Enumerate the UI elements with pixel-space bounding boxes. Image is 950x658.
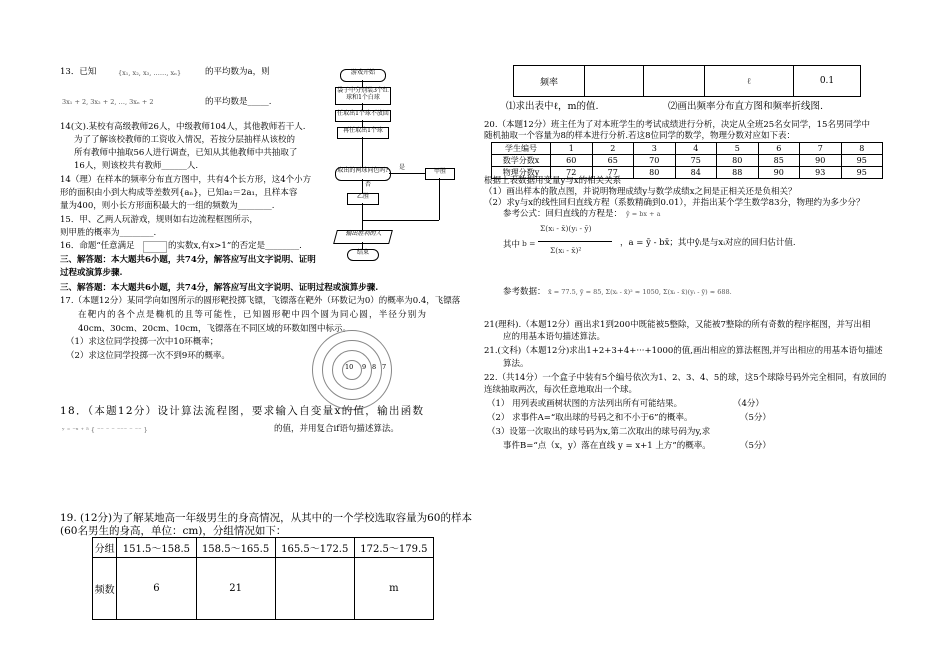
q20-phys-cell: 84 bbox=[675, 167, 717, 179]
q20-phys-cell: 72 bbox=[551, 167, 593, 179]
q20-header-cell: 3 bbox=[634, 143, 676, 155]
q17-sub-2: （2）求这位同学投掷一次不到9环的概率。 bbox=[66, 351, 230, 361]
q14-wen-2: 为了了解该校教师的工资收入情况，若按分层抽样从该校的 bbox=[74, 135, 296, 145]
q17-line-3: 40cm、30cm、20cm、10cm，飞镖落在不同区域的环数如图中标示。 bbox=[78, 324, 352, 334]
q19-line-2: (60名男生的身高，单位：cm)，分组情况如下： bbox=[60, 525, 287, 537]
flowchart-start: 游戏开始 bbox=[340, 69, 386, 82]
flowchart-connector bbox=[362, 203, 363, 230]
q19-sub-2: ⑵画出频率分布直方图和频率折线图. bbox=[668, 101, 824, 112]
flowchart-connector bbox=[439, 178, 440, 220]
flowchart-connector bbox=[362, 179, 363, 193]
section3-heading-a: 三、解答题：本大题共6小题，共74分，解答应写出文字说明、证明 bbox=[60, 255, 316, 265]
q20-header-cell: 5 bbox=[717, 143, 759, 155]
q19-row-cell: 频数 bbox=[93, 558, 117, 620]
game-flowchart bbox=[325, 67, 475, 267]
q15-text-b: 则甲胜的概率为________. bbox=[60, 228, 157, 238]
q19-row-cell bbox=[275, 558, 354, 620]
q20-phys-cell: 95 bbox=[841, 167, 883, 179]
q20-phys-cell: 93 bbox=[800, 167, 842, 179]
q20-regression-equation: ŷ = bx + a bbox=[626, 210, 661, 218]
flowchart-yes-label: 是 bbox=[399, 164, 406, 171]
flowchart-connector bbox=[362, 120, 363, 127]
ring-label-8: 8 bbox=[372, 363, 377, 371]
q20-phys-cell: 物理分数y bbox=[492, 167, 551, 179]
q21-li-2: 应的用基本语句描述算法。 bbox=[503, 332, 606, 342]
q19-frequency-row-table bbox=[513, 65, 861, 97]
q20-header-cell: 1 bbox=[551, 143, 593, 155]
frequency-cell bbox=[585, 66, 644, 97]
q22-sub-3-score: （5分） bbox=[740, 441, 771, 451]
q20-math-cell: 75 bbox=[675, 155, 717, 167]
ring-label-7: 7 bbox=[382, 363, 387, 371]
q16-condition-image bbox=[143, 241, 167, 253]
q20-phys-cell: 90 bbox=[758, 167, 800, 179]
q14-li-2: 形的面积由小到大构成等差数列{aₙ}，已知a₂＝2a₁，且样本容 bbox=[60, 188, 298, 198]
q20-header-cell: 8 bbox=[841, 143, 883, 155]
q13-text-a: 13．已知 bbox=[60, 67, 97, 77]
flowchart-box-draw2: 再任取出1个球 bbox=[337, 127, 389, 139]
q20-where: 其中 bbox=[503, 240, 521, 250]
q19-row-cell: m bbox=[354, 558, 433, 620]
q20-math-cell: 65 bbox=[592, 155, 634, 167]
frequency-cell bbox=[644, 66, 705, 97]
q16-text-a: 16．命题“任意满足 bbox=[60, 241, 135, 251]
q22-sub-3b: 事件B=“点（x，y）落在直线 y = x+1 上方”的概率。 bbox=[503, 441, 711, 451]
q20-header-cell: 2 bbox=[592, 143, 634, 155]
q20-phys-cell: 80 bbox=[634, 167, 676, 179]
q20-score-table bbox=[491, 142, 883, 179]
q22-sub-1-score: （4分） bbox=[733, 399, 764, 409]
q20-math-cell: 80 bbox=[717, 155, 759, 167]
q20-ref-data-label: 参考数据： bbox=[503, 287, 546, 297]
q22-line-1: 22.（共14分）一个盒子中装有5个编号依次为1、2、3、4、5的球，这5个球除号码外完全相同，有放回的 bbox=[484, 373, 887, 383]
q19-sub-1: ⑴求出表中ℓ，m的值. bbox=[506, 101, 599, 112]
q21-wen-2: 算法。 bbox=[503, 359, 529, 369]
q20-math-cell: 70 bbox=[634, 155, 676, 167]
q20-phys-cell: 88 bbox=[717, 167, 759, 179]
q14-wen-1: 14(文).某校有高级教师26人，中级教师104人，其他教师若干人. bbox=[60, 122, 306, 132]
q19-header-cell: 分组 bbox=[93, 538, 117, 558]
flowchart-connector bbox=[362, 80, 363, 87]
flowchart-yi-wins: 乙胜 bbox=[347, 193, 379, 205]
q20-intercept-note: ，a = ȳ - bx̄；其中ŷᵢ是与xᵢ对应的回归估计值. bbox=[620, 238, 796, 248]
q20-math-cell: 90 bbox=[800, 155, 842, 167]
q20-math-cell: 85 bbox=[758, 155, 800, 167]
frequency-cell: 0.1 bbox=[794, 66, 861, 97]
q14-li-3: 量为400，则小长方形面积最大的一组的频数为________. bbox=[60, 201, 275, 211]
ring-label-9: 9 bbox=[362, 363, 367, 371]
q22-sub-2: （2） 求事件A=“取出球的号码之和不小于6”的概率。 bbox=[487, 413, 693, 423]
q20-header-cell: 7 bbox=[800, 143, 842, 155]
flowchart-connector bbox=[362, 103, 363, 110]
q20-header-cell: 4 bbox=[675, 143, 717, 155]
dartboard-figure bbox=[312, 330, 392, 410]
q22-sub-2-score: （5分） bbox=[740, 413, 771, 423]
q21-wen-1: 21.(文科)（本题12分)求出1+2+3+4+···+1000的值,画出相应的算法框图,并写出相应的用基本语句描述 bbox=[484, 346, 883, 356]
flowchart-box-init: 袋子中分别装3个红球和1个白球 bbox=[335, 87, 391, 105]
flowchart-connector bbox=[389, 173, 425, 174]
frequency-label-cell: 频率 bbox=[514, 66, 585, 97]
q20-header-cell: 学生编号 bbox=[492, 143, 551, 155]
section3-heading-b: 过程或演算步骤. bbox=[60, 268, 123, 278]
q13-text-d: 的平均数是_____. bbox=[205, 97, 272, 107]
q20-line-1: 20.（本题12分）班主任为了对本班学生的考试成绩进行分析，决定从全班25名女同学，15名男同学中 bbox=[484, 120, 870, 130]
frequency-cell: ℓ bbox=[705, 66, 794, 97]
q21-li-1: 21(理科).（本题12分）画出求1到200中既能被5整除，又能被7整除的所有奇数的程序框图，并写出相 bbox=[484, 320, 871, 330]
q19-frequency-table bbox=[92, 537, 434, 620]
q20-header-cell: 6 bbox=[758, 143, 800, 155]
q20-phys-cell: 77 bbox=[592, 167, 634, 179]
q16-text-b: 的实数x,有x>1”的否定是________. bbox=[168, 241, 302, 251]
flowchart-jia-wins: 甲胜 bbox=[425, 168, 455, 180]
q18-line-2: 的值，并用复合if语句描述算法。 bbox=[274, 424, 399, 434]
q13-expression: 3x₁ + 2, 3x₂ + 2, …, 3xₙ + 2 bbox=[62, 98, 154, 106]
flowchart-decision: 取出的两球同色吗? bbox=[335, 167, 391, 181]
q14-wen-4: 16人，则该校共有教师______人. bbox=[74, 161, 199, 171]
q20-math-cell: 95 bbox=[841, 155, 883, 167]
q19-header-cell: 158.5～165.5 bbox=[196, 538, 275, 558]
q17-line-1: 17.（本题12分）某同学向如图所示的圆形靶投掷飞镖，飞镖落在靶外（环数记为0）的概率为0.4，飞镖落 bbox=[60, 296, 461, 306]
q20-math-cell: 数学分数x bbox=[492, 155, 551, 167]
q19-header-cell: 172.5～179.5 bbox=[354, 538, 433, 558]
q19-row-cell: 21 bbox=[196, 558, 275, 620]
q19-line-1: 19. (12分)为了解某地高一年级男生的身高情况，从其中的一个学校选取容量为60的样本 bbox=[60, 512, 472, 524]
section3-heading-c: 三、解答题：本大题共6小题，共74分，解答应写出文字说明、证明过程或演算步骤. bbox=[60, 283, 379, 293]
q20-sub-1: （1）画出样本的散点图，并说明物理成绩y与数学成绩x之间是正相关还是负相关？ bbox=[484, 187, 797, 197]
q20-sub-2: （2）求y与x的线性回归直线方程（系数精确到0.01），并指出某个学生数学83分，物理约为多少分？ bbox=[484, 198, 865, 208]
flowchart-connector bbox=[362, 242, 363, 249]
flowchart-connector bbox=[362, 137, 363, 167]
q15-text-a: 15．甲、乙两人玩游戏，规则如右边流程框图所示， bbox=[60, 215, 258, 225]
q18-line-1: 18．（本题12分）设计算法流程图，要求输入自变量x的值，输出函数 bbox=[60, 405, 425, 417]
flowchart-end: 结束 bbox=[347, 249, 379, 261]
q20-slope-formula: b = Σ(xᵢ - x̄)(yᵢ - ȳ) Σ(xᵢ - x̄)² bbox=[522, 224, 614, 268]
q14-wen-3: 所有教师中抽取56人进行调查，已知从其他教师中共抽取了 bbox=[74, 148, 298, 158]
q22-sub-1: （1） 用列表或画树状图的方法列出所有可能结果。 bbox=[487, 399, 683, 409]
q20-ref-data-values: x̄ = 77.5, ȳ = 85, Σ(xᵢ - x̄)² ≈ 1050, Σ(xᵢ - x̄)(yᵢ - ȳ) ≈ 688. bbox=[548, 288, 732, 296]
q19-header-cell: 151.5～158.5 bbox=[117, 538, 196, 558]
flowchart-box-draw1: 任取出1个球不放回 bbox=[335, 110, 391, 122]
q20-formula-intro: 参考公式：回归直线的方程是： bbox=[503, 209, 623, 219]
q19-row-cell: 6 bbox=[117, 558, 196, 620]
q20-line-3: 根据上表数据用变量y与x的相关关系 bbox=[484, 176, 622, 186]
q14-li-1: 14（理）在样本的频率分布直方图中，共有4个长方形，这4个小方 bbox=[60, 175, 312, 185]
q22-line-2: 连续抽取两次，每次任意地取出一个球。 bbox=[484, 385, 638, 395]
q22-sub-3: （3）设第一次取出的球号码为x,第二次取出的球号码为y,求 bbox=[487, 427, 711, 437]
q13-text-b: 的平均数为a，则 bbox=[205, 67, 270, 77]
q19-header-cell: 165.5～172.5 bbox=[275, 538, 354, 558]
q20-line-2: 随机抽取一个容量为8的样本进行分析.若这8位同学的数学，物理分数对应如下表： bbox=[484, 131, 796, 141]
q17-sub-1: （1）求这位同学投掷一次中10环概率； bbox=[66, 337, 219, 347]
q17-line-2: 在靶内的各个点是椭机的且等可能性，已知圆形靶中四个圆为同心圆，半径分别为 bbox=[78, 310, 428, 320]
flowchart-connector bbox=[362, 220, 439, 221]
flowchart-output: 输出胜利的人 bbox=[333, 230, 393, 244]
flowchart-no-label: 否 bbox=[365, 181, 372, 188]
q18-function-formula: ʸ ⁼ ⁻ˣ ⁺ ⁵ { ⁻⁻ ⁻ ⁻ ⁻⁻⁻ ⁻ ⁻⁻ } bbox=[62, 426, 148, 434]
ring-label-10: 10 bbox=[345, 363, 354, 371]
q20-math-cell: 60 bbox=[551, 155, 593, 167]
q13-set: {x₁, x₂, x₃, ……, xₙ} bbox=[118, 69, 182, 77]
